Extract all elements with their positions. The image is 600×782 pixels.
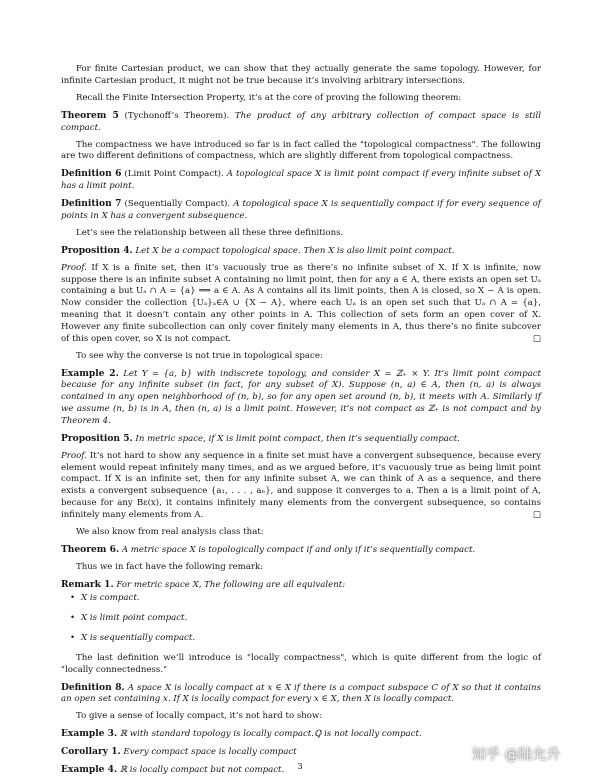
list-item: • X is sequentially compact. bbox=[81, 633, 541, 645]
remark-1 bbox=[61, 579, 541, 592]
remark-1-body: For metric space X, The following are all equivalent: bbox=[113, 579, 346, 590]
corollary-1-head: Corollary 1. bbox=[61, 746, 121, 758]
theorem-6-head: Theorem 6. bbox=[61, 543, 120, 555]
equivalence-list bbox=[61, 593, 541, 644]
paragraph-recall: Recall the Finite Intersection Property, it’s at the core of proving the following theorem: bbox=[76, 92, 462, 103]
example-2-head: Example 2. bbox=[61, 367, 119, 379]
example-4-head: Example 4. bbox=[61, 764, 118, 776]
proof-2 bbox=[61, 451, 541, 522]
paragraph-compactness: The compactness we have introduced so far is in fact called the "topological compactness". The following are two different definitions of compactness, which are slightly different from topological compactness. bbox=[61, 139, 541, 162]
definition-6-body: A topological space X is limit point compact if every infinite subset of X has a limit point. bbox=[61, 169, 541, 192]
proof-1-body: If X is a finite set, then it’s vacuously true as there’s no infinite subset of X. If X is infinite, now suppose there is an infinite subset A containing no limit point, then for any a ∈ A, there exists an open set Uₐ containing a but Uₐ ∩ A = {a} ⟹ a ∈ A. As A contains all its limit points, then A is closed, so X − A is open. Now consider the collection {Uₐ}ₐ∈A ∪ {X − A}, where each Uₐ is an open set such that Uₐ ∩ A = {a}, meaning that it doesn’t contain any other points in A. This collection of sets form an open cover of X. However any finite subcollection can only cover finitely many elements in A, thus there’s no finite subcover of this open cover, so X is not compact. bbox=[61, 262, 541, 344]
remark-1-head: Remark 1. bbox=[61, 578, 114, 590]
qed-symbol: □ bbox=[532, 509, 541, 520]
paragraph-remark-intro: Thus we in fact have the following remark: bbox=[76, 561, 264, 572]
theorem-6 bbox=[61, 544, 541, 557]
example-3-head: Example 3. bbox=[61, 728, 118, 740]
paragraph-cartesian: For finite Cartesian product, we can show that they actually generate the same topology. However, for infinite Cartesian product, it might not be true because it’s involving arbitrary intersections. bbox=[61, 64, 541, 86]
definition-6-name: (Limit Point Compact). bbox=[121, 169, 227, 180]
paragraph-converse: To see why the converse is not true in topological space: bbox=[76, 350, 323, 361]
definition-6 bbox=[61, 168, 541, 193]
example-2-body: Let Y = {a, b} with indiscrete topology, and consider X = ℤ₊ × Y. It’s limit point compact because for any infinite subset (in fact, for any subset of X). Suppose (n, a) ∈ A, then (n, a) is always contained in any open neighborhood of (n, b), so for any open set around (n, b), it meets with A. Similarly if we assume (n, b) is in A, then (n, a) is a limit point. However, it’s not compact as ℤ₊ is not compact and by Theorem 4. bbox=[61, 368, 541, 426]
example-3-body: ℝ with standard topology is locally compact.ℚ is not locally compact. bbox=[117, 729, 422, 740]
definition-8-head: Definition 8. bbox=[61, 681, 125, 693]
zhihu-watermark: 知乎 @陆允升 bbox=[472, 747, 561, 763]
paper-page bbox=[61, 64, 541, 782]
proof-1 bbox=[61, 263, 541, 346]
theorem-6-body: A metric space X is topologically compact if and only if it’s sequentially compact. bbox=[119, 544, 476, 555]
theorem-5-name: (Tychonoff’s Theorem). bbox=[118, 110, 235, 121]
definition-7 bbox=[61, 198, 541, 223]
definition-8 bbox=[61, 682, 541, 707]
theorem-5-head: Theorem 5 bbox=[61, 109, 119, 121]
paragraph-real-analysis: We also know from real analysis class that: bbox=[76, 526, 264, 537]
theorem-5 bbox=[61, 110, 541, 135]
proposition-5-body: In metric space, if X is limit point compact, then it’s sequentially compact. bbox=[132, 433, 460, 444]
paragraph-relationship: Let’s see the relationship between all these three definitions. bbox=[76, 227, 344, 238]
list-item: • X is compact. bbox=[81, 593, 541, 605]
paragraph-locally: The last definition we’ll introduce is "locally compactness", which is quite different from the logic of "locally connectedness." bbox=[61, 652, 541, 675]
proof-2-head: Proof. bbox=[61, 450, 87, 461]
definition-6-head: Definition 6 bbox=[61, 168, 122, 180]
example-4-body: ℝ is locally compact but not compact. bbox=[117, 765, 285, 776]
proof-2-body: It’s not hard to show any sequence in a finite set must have a convergent subsequence, because every element would repeat infinitely many times, and as we argued before, it’s vacuously true as being limit point compact. If X is an infinite set, then for any infinite subset A, we can think of A as a sequence, and there exists a convergent subsequence {a₁, . . . , aₙ}, and suppose it converges to a. Then a is a limit point of A, because for any Bε(x), it contains infinitely many elements from the convergent subsequence, so contains infinitely many elements from A. bbox=[61, 450, 541, 520]
theorem-5-body: The product of any arbitrary collection of compact space is still compact. bbox=[61, 110, 541, 133]
page-number: 3 bbox=[297, 762, 303, 772]
definition-8-body: A space X is locally compact at x ∈ X if there is a compact subspace C of X so that it contains an open set containing x. If X is locally compact for every x ∈ X, then X is locally compact. bbox=[61, 682, 541, 705]
corollary-1 bbox=[61, 746, 541, 759]
definition-7-body: A topological space X is sequentially compact if for every sequence of points in X has a convergent subsequence. bbox=[61, 199, 541, 221]
paragraph-sense: To give a sense of locally compact, it’s not hard to show: bbox=[76, 711, 323, 722]
proposition-5-head: Proposition 5. bbox=[61, 432, 133, 444]
proposition-5 bbox=[61, 433, 541, 446]
proof-1-head: Proof. bbox=[61, 262, 87, 273]
corollary-1-body: Every compact space is locally compact bbox=[120, 747, 297, 758]
definition-7-head: Definition 7 bbox=[61, 198, 122, 210]
proposition-4-body: Let X be a compact topological space. Then X is also limit point compact. bbox=[132, 245, 455, 256]
example-3 bbox=[61, 728, 541, 741]
qed-symbol: □ bbox=[532, 333, 541, 344]
proposition-4 bbox=[61, 245, 541, 258]
definition-7-name: (Sequentially Compact). bbox=[121, 199, 234, 210]
proposition-4-head: Proposition 4. bbox=[61, 244, 133, 256]
list-item: • X is limit point compact. bbox=[81, 613, 541, 625]
example-2 bbox=[61, 368, 541, 428]
